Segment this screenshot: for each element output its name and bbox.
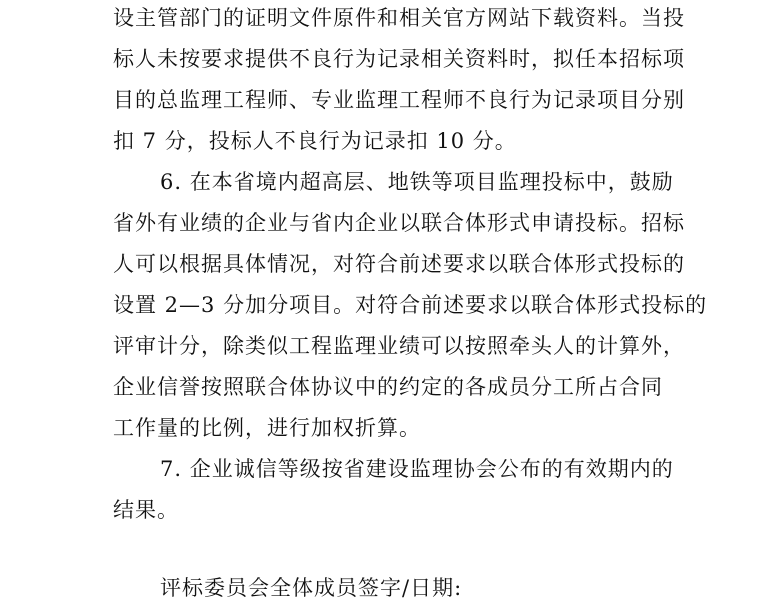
- text-line: 结果。: [113, 498, 179, 522]
- text-line: 省外有业绩的企业与省内企业以联合体形式申请投标。招标: [113, 211, 685, 235]
- list-item-6: 6. 在本省境内超高层、地铁等项目监理投标中，鼓励: [160, 170, 674, 194]
- text-line: 扣 7 分，投标人不良行为记录扣 10 分。: [113, 129, 517, 153]
- text-line: 标人未按要求提供不良行为记录相关资料时，拟任本招标项: [113, 47, 685, 71]
- text-line: 企业信誉按照联合体协议中的约定的各成员分工所占合同: [113, 375, 663, 399]
- text-line: 设置 2—3 分加分项目。对符合前述要求以联合体形式投标的: [113, 293, 708, 317]
- text-line: 设主管部门的证明文件原件和相关官方网站下载资料。当投: [113, 6, 685, 30]
- text-line: 目的总监理工程师、专业监理工程师不良行为记录项目分别: [113, 88, 685, 112]
- signature-line: 评标委员会全体成员签字/日期:: [160, 576, 463, 600]
- text-line: 评审计分，除类似工程监理业绩可以按照牵头人的计算外，: [113, 334, 685, 358]
- text-line: 人可以根据具体情况，对符合前述要求以联合体形式投标的: [113, 252, 685, 276]
- text-line: 工作量的比例，进行加权折算。: [113, 416, 421, 440]
- list-item-7: 7. 企业诚信等级按省建设监理协会公布的有效期内的: [160, 457, 674, 481]
